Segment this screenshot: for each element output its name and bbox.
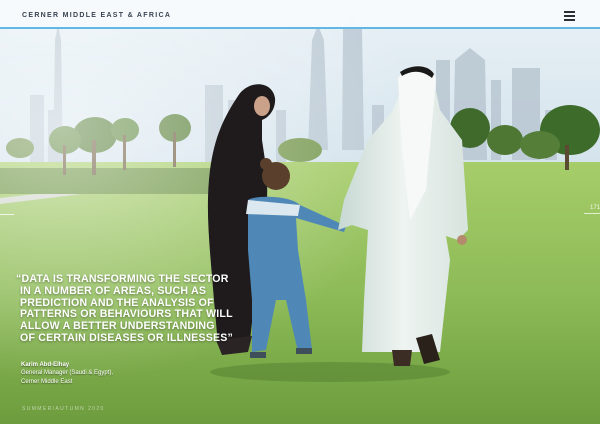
- quote-line: ALLOW A BETTER UNDERSTANDING: [20, 320, 215, 333]
- hamburger-menu-icon[interactable]: [563, 9, 577, 21]
- author-title: General Manager (Saudi & Egypt),: [21, 370, 114, 377]
- brand-title: CERNER MIDDLE EAST & AFRICA: [22, 12, 172, 19]
- pull-quote: [16, 274, 252, 345]
- quote-line: “DATA IS TRANSFORMING THE SECTOR: [16, 273, 229, 285]
- issue-label: SUMMER/AUTUMN 2020: [22, 406, 105, 412]
- top-bar: [0, 0, 600, 29]
- quote-line: OF CERTAIN DISEASES OR ILLNESSES”: [20, 331, 234, 344]
- quote-attribution: [21, 361, 113, 386]
- shadow: [210, 362, 450, 382]
- page-number: 171: [584, 205, 600, 214]
- left-divider: [0, 214, 14, 215]
- quote-line: IN A NUMBER OF AREAS, SUCH AS: [20, 284, 207, 297]
- quote-line: PATTERNS OR BEHAVIOURS THAT WILL: [20, 308, 233, 321]
- author-name: Karim Abd-Elhay: [21, 362, 70, 368]
- quote-line: PREDICTION AND THE ANALYSIS OF: [20, 296, 214, 309]
- author-org: Cerner Middle East: [21, 378, 73, 385]
